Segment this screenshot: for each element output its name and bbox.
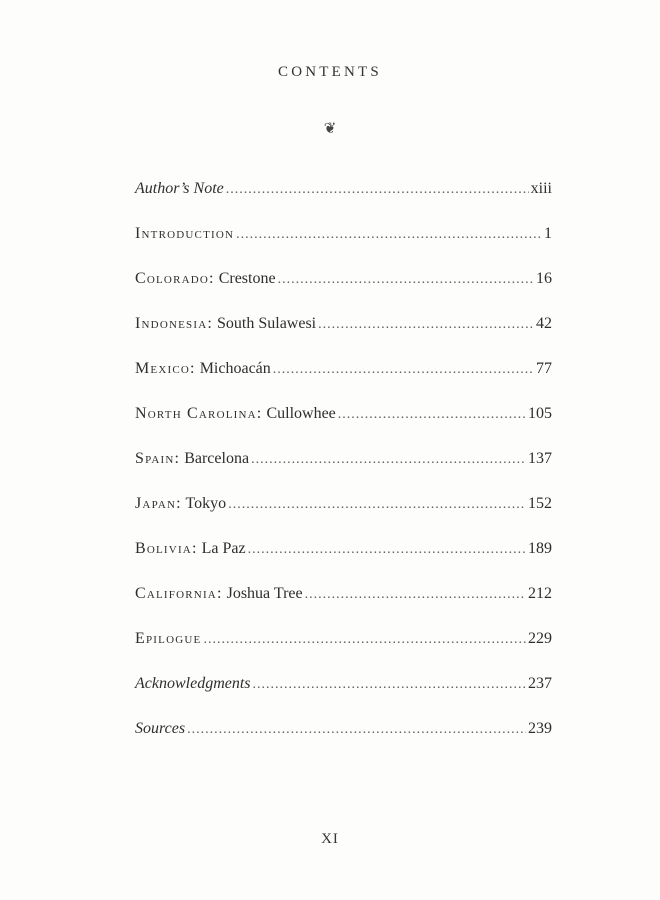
toc-entry (135, 360, 552, 405)
contents-heading: CONTENTS (278, 64, 382, 80)
toc-entry-title: North Carolina: Cullowhee (135, 405, 336, 422)
toc-entry (135, 720, 552, 765)
toc-page-number: 16 (536, 270, 552, 287)
toc-entry-title: Japan: Tokyo (135, 495, 227, 512)
dot-leader (248, 542, 526, 558)
toc-entry (135, 675, 552, 720)
toc-entry-title: Colorado: Crestone (135, 270, 276, 287)
dot-leader (187, 722, 526, 738)
toc-entry-title: Introduction (135, 225, 235, 242)
toc-entry-title: Author’s Note (135, 180, 224, 197)
toc-entry-title: Sources (135, 720, 186, 737)
toc-entry (135, 495, 552, 540)
toc-entry (135, 585, 552, 630)
dot-leader (251, 452, 526, 468)
toc-entry-title: Epilogue (135, 630, 202, 647)
toc-entry (135, 180, 552, 225)
dot-leader (203, 632, 526, 648)
toc-page-number: 137 (528, 450, 552, 467)
dot-leader (226, 182, 529, 198)
dot-leader (253, 677, 526, 693)
toc-page-number: 42 (536, 315, 552, 332)
fleuron-ornament-icon: ❦ (323, 119, 337, 137)
page-folio: XI (321, 831, 339, 847)
dot-leader (305, 587, 526, 603)
toc-page-number: 212 (528, 585, 552, 602)
toc-entry (135, 405, 552, 450)
dot-leader (278, 272, 534, 288)
dot-leader (273, 362, 534, 378)
toc-page-number: 189 (528, 540, 552, 557)
toc-entry-title: Spain: Barcelona (135, 450, 250, 467)
toc-entry (135, 315, 552, 360)
toc-page-number: 239 (528, 720, 552, 737)
toc-page-number: xiii (530, 180, 552, 197)
toc-entry (135, 270, 552, 315)
toc-entry (135, 225, 552, 270)
toc-page-number: 105 (528, 405, 552, 422)
toc-page-number: 237 (528, 675, 552, 692)
toc-page-number: 77 (536, 360, 552, 377)
dot-leader (318, 317, 534, 333)
table-of-contents (135, 180, 552, 765)
toc-page-number: 152 (528, 495, 552, 512)
dot-leader (338, 407, 526, 423)
toc-entry-title: Acknowledgments (135, 675, 251, 692)
toc-entry-title: Indonesia: South Sulawesi (135, 315, 317, 332)
toc-entry (135, 630, 552, 675)
toc-entry-title: California: Joshua Tree (135, 585, 303, 602)
toc-entry (135, 450, 552, 495)
toc-page-number: 1 (544, 225, 552, 242)
toc-entry-title: Mexico: Michoacán (135, 360, 271, 377)
toc-entry (135, 540, 552, 585)
toc-page-number: 229 (528, 630, 552, 647)
dot-leader (228, 497, 526, 513)
dot-leader (236, 227, 542, 243)
toc-entry-title: Bolivia: La Paz (135, 540, 246, 557)
